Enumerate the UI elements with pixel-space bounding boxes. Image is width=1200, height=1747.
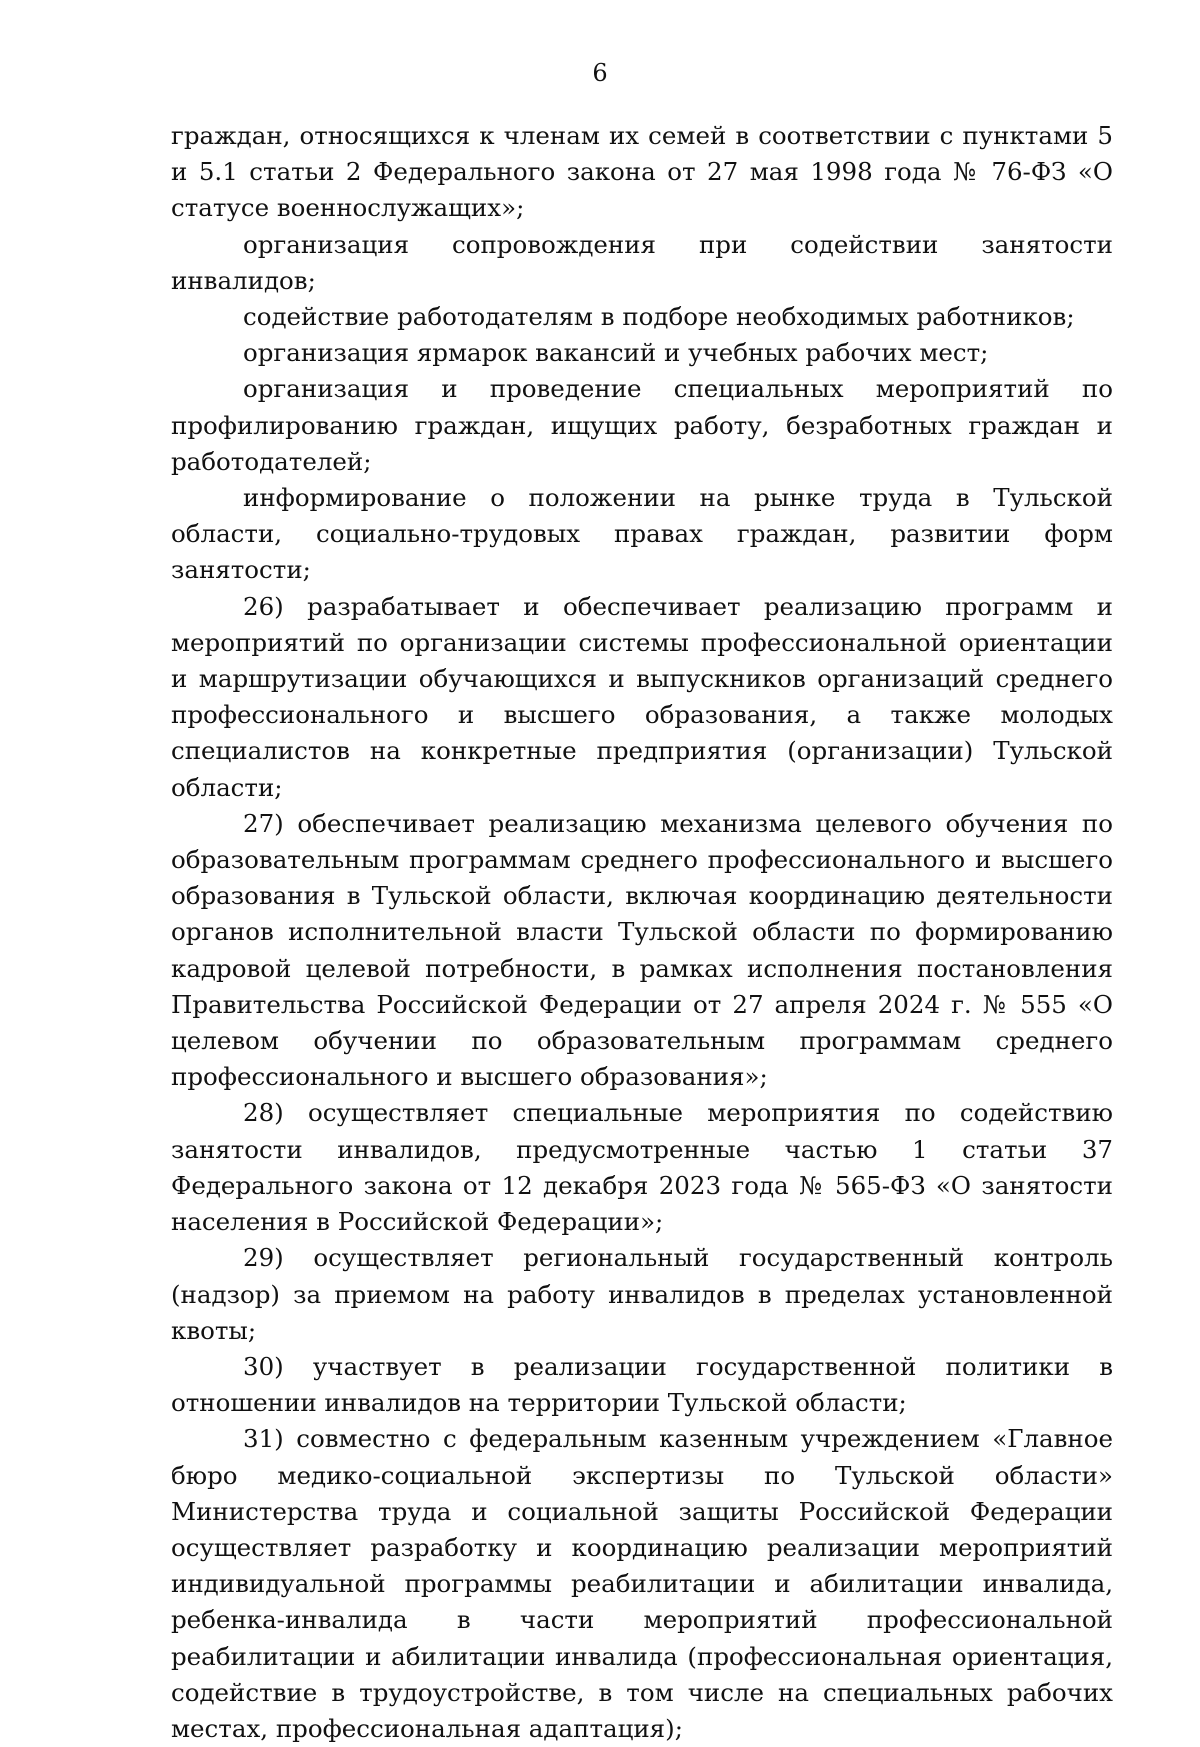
page-number: 6 bbox=[592, 59, 608, 87]
document-body bbox=[171, 118, 1113, 1747]
paragraph-item: организация сопровождения при содействии занятости инвалидов; bbox=[171, 229, 1113, 295]
paragraph-clause-28: 28) осуществляет специальные мероприятия по содействию занятости инвалидов, предусмотренные частью 1 статьи 37 Федерального закона от 12 декабря 2023 года № 565-ФЗ «О занятости населения в Российской Федерации»; bbox=[171, 1098, 1113, 1237]
paragraph-clause-31: 31) совместно с федеральным казенным учреждением «Главное бюро медико-социальной экспертизы по Тульской области» Министерства труда и социальной защиты Российской Федерации осуществляет разработку и координацию реализации мероприятий индивидуальной программы реабилитации и абилитации инвалида, ребенка-инвалида в части мероприятий профессиональной реабилитации и абилитации инвалида (профессиональная ориентация, содействие в трудоустройстве, в том числе на специальных рабочих местах, профессиональная адаптация); bbox=[171, 1424, 1113, 1743]
paragraph-item: организация ярмарок вакансий и учебных рабочих мест; bbox=[243, 338, 989, 368]
paragraph-clause-29: 29) осуществляет региональный государственный контроль (надзор) за приемом на работу инвалидов в пределах установленной квоты; bbox=[171, 1243, 1113, 1345]
paragraph-item: содействие работодателям в подборе необходимых работников; bbox=[243, 302, 1075, 332]
paragraph-item: организация и проведение специальных мероприятий по профилированию граждан, ищущих работу, безработных граждан и работодателей; bbox=[171, 374, 1113, 476]
paragraph-continuation: граждан, относящихся к членам их семей в соответствии с пунктами 5 и 5.1 статьи 2 Федерального закона от 27 мая 1998 года № 76-ФЗ «О статусе военнослужащих»; bbox=[171, 121, 1113, 223]
paragraph-item: информирование о положении на рынке труда в Тульской области, социально-трудовых правах граждан, развитии форм занятости; bbox=[171, 483, 1113, 585]
paragraph-clause-27: 27) обеспечивает реализацию механизма целевого обучения по образовательным программам среднего профессионального и высшего образования в Тульской области, включая координацию деятельности органов исполнительной власти Тульской области по формированию кадровой целевой потребности, в рамках исполнения постановления Правительства Российской Федерации от 27 апреля 2024 г. № 555 «О целевом обучении по образовательным программам среднего профессионального и высшего образования»; bbox=[171, 808, 1113, 1092]
paragraph-clause-26: 26) разрабатывает и обеспечивает реализацию программ и мероприятий по организации системы профессиональной ориентации и маршрутизации обучающихся и выпускников организаций среднего профессионального и высшего образования, а также молодых специалистов на конкретные предприятия (организации) Тульской области; bbox=[171, 591, 1113, 802]
paragraph-clause-30: 30) участвует в реализации государственной политики в отношении инвалидов на территории Тульской области; bbox=[171, 1351, 1113, 1418]
